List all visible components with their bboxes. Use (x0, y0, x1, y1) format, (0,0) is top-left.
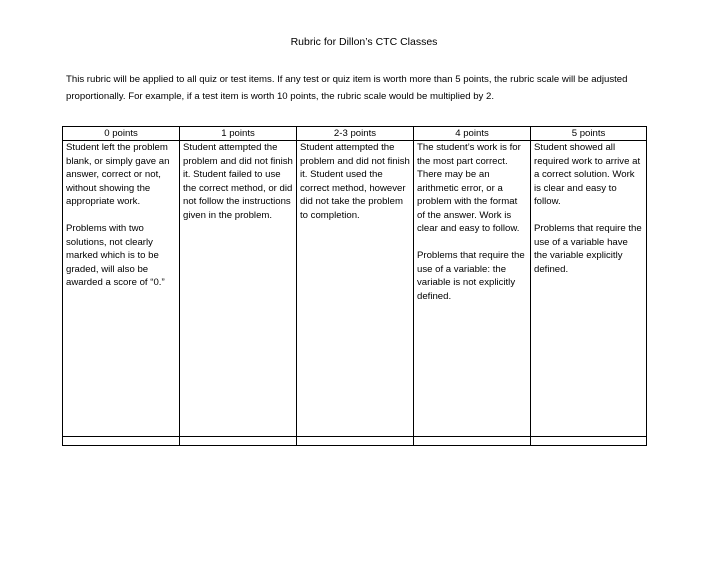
intro-paragraph (66, 71, 666, 105)
rubric-description-row (63, 141, 647, 437)
cell-1-points (180, 141, 297, 437)
cell-paragraph: The student’s work is for the most part correct. There may be an arithmetic error, or a problem with the format of the answer. Work is clear and easy to follow. (417, 142, 521, 234)
empty-cell (414, 437, 531, 446)
header-1-points: 1 points (180, 127, 297, 141)
empty-cell (297, 437, 414, 446)
cell-0-points (63, 141, 180, 437)
empty-cell (180, 437, 297, 446)
cell-paragraph: Problems that require the use of a variable: the variable is not explicitly defined. (417, 250, 525, 302)
cell-paragraph: Student showed all required work to arrive at a correct solution. Work is clear and easy to follow. (534, 142, 641, 207)
header-4-points: 4 points (414, 127, 531, 141)
header-2-3-points: 2-3 points (297, 127, 414, 141)
rubric-empty-row (63, 437, 647, 446)
rubric-header-row (63, 127, 647, 141)
header-5-points: 5 points (531, 127, 647, 141)
empty-cell (531, 437, 647, 446)
cell-paragraph: Problems that require the use of a variable have the variable explicitly defined. (534, 223, 642, 275)
header-0-points: 0 points (63, 127, 180, 141)
cell-paragraph: Problems with two solutions, not clearly marked which is to be graded, will also be awarded a score of “0.” (66, 223, 165, 288)
intro-text: This rubric will be applied to all quiz or test items. If any test or quiz item is worth more than 5 points, the rubric scale will be adjusted proportionally. For example, if a test item is worth 10 points, the rubric scale would be multiplied by 2. (66, 74, 628, 102)
cell-paragraph: Student left the problem blank, or simply gave an answer, correct or not, without showing the appropriate work. (66, 142, 170, 207)
rubric-table (62, 126, 647, 446)
empty-cell (63, 437, 180, 446)
cell-paragraph: Student attempted the problem and did not finish it. Student failed to use the correct method, or did not follow the instructions given in the problem. (183, 142, 293, 221)
document-title: Rubric for Dillon’s CTC Classes (290, 36, 438, 48)
cell-2-3-points (297, 141, 414, 437)
cell-4-points (414, 141, 531, 437)
cell-5-points (531, 141, 647, 437)
cell-paragraph: Student attempted the problem and did not finish it. Student used the correct method, however did not take the problem to completion. (300, 142, 410, 221)
